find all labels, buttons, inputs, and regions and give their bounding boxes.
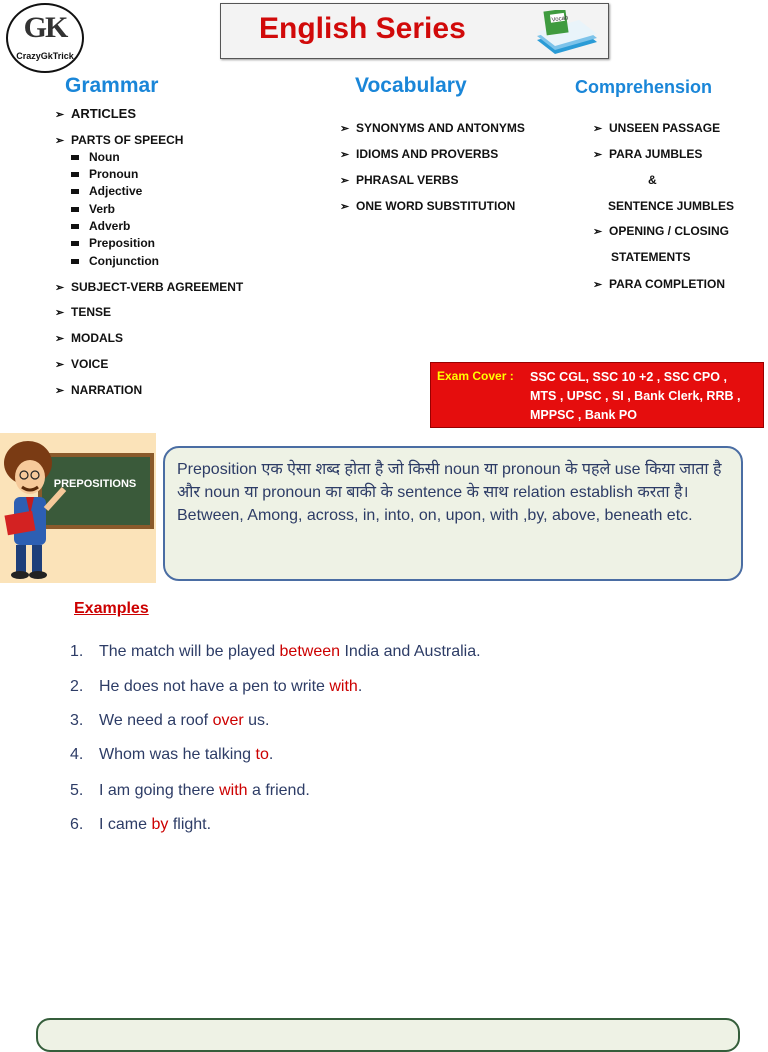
bottom-box-edge bbox=[36, 1018, 740, 1052]
list-item bbox=[593, 147, 702, 161]
square-bullet-icon bbox=[71, 224, 79, 229]
book-icon bbox=[533, 10, 601, 54]
list-item-continuation bbox=[648, 173, 657, 187]
teacher-pointing-board-icon bbox=[0, 433, 156, 583]
sentence-text: I came bbox=[99, 816, 152, 833]
comprehension-heading: Comprehension bbox=[575, 77, 713, 97]
topic-label: UNSEEN PASSAGE bbox=[609, 121, 721, 135]
sentence-text: He does not have a pen to write bbox=[99, 678, 330, 695]
square-bullet-icon bbox=[71, 207, 79, 212]
arrow-bullet-icon: ➢ bbox=[340, 201, 350, 213]
topic-label: PHRASAL VERBS bbox=[356, 173, 459, 187]
series-header bbox=[220, 3, 609, 59]
brand-logo bbox=[6, 3, 84, 73]
exam-cover-box bbox=[430, 362, 764, 428]
subtopic-label: Verb bbox=[89, 202, 116, 216]
example-sentence bbox=[70, 746, 273, 764]
list-item bbox=[55, 133, 183, 147]
topic-label: PARA COMPLETION bbox=[609, 277, 725, 291]
example-sentence bbox=[70, 782, 310, 800]
list-item bbox=[593, 224, 729, 238]
highlighted-preposition: with bbox=[219, 782, 248, 799]
subtopic-label: Adverb bbox=[89, 219, 131, 233]
list-item bbox=[55, 305, 111, 319]
board-text: PREPOSITIONS bbox=[53, 478, 137, 490]
arrow-bullet-icon: ➢ bbox=[340, 123, 350, 135]
arrow-bullet-icon: ➢ bbox=[340, 175, 350, 187]
logo-letters: GK bbox=[23, 11, 67, 44]
highlighted-preposition: between bbox=[279, 643, 341, 660]
subtopic-label: Preposition bbox=[89, 236, 156, 250]
topic-label: OPENING / CLOSING bbox=[609, 224, 730, 238]
topic-label: PARTS OF SPEECH bbox=[71, 133, 184, 147]
highlighted-preposition: to bbox=[255, 746, 269, 763]
example-number: 6. bbox=[70, 816, 84, 833]
page-title: English Series bbox=[259, 12, 466, 45]
square-bullet-icon bbox=[71, 155, 79, 160]
list-item-continuation bbox=[608, 199, 734, 213]
topic-label: STATEMENTS bbox=[611, 250, 691, 264]
topic-label: SYNONYMS AND ANTONYMS bbox=[356, 121, 525, 135]
sentence-text: . bbox=[357, 678, 363, 695]
list-item bbox=[340, 199, 515, 213]
topic-label: PARA JUMBLES bbox=[609, 147, 703, 161]
list-item bbox=[340, 147, 498, 161]
preposition-examples-text: Between, Among, across, in, into, on, upon, with ,by, above, beneath etc. bbox=[177, 507, 693, 524]
sub-list-item bbox=[71, 184, 142, 198]
example-sentence bbox=[70, 816, 211, 834]
book-label: Vocab bbox=[551, 15, 569, 24]
topic-label: ARTICLES bbox=[71, 106, 136, 121]
list-item-continuation bbox=[611, 250, 691, 264]
exam-cover-label: Exam Cover : bbox=[437, 369, 514, 383]
grammar-heading: Grammar bbox=[65, 74, 159, 97]
topic-label: ONE WORD SUBSTITUTION bbox=[356, 199, 516, 213]
highlighted-preposition: with bbox=[329, 678, 358, 695]
example-number: 5. bbox=[70, 782, 84, 799]
example-number: 1. bbox=[70, 643, 84, 660]
square-bullet-icon bbox=[71, 259, 79, 264]
topic-label: IDIOMS AND PROVERBS bbox=[356, 147, 499, 161]
arrow-bullet-icon: ➢ bbox=[593, 149, 603, 161]
list-item bbox=[55, 280, 243, 294]
examples-heading: Examples bbox=[74, 600, 149, 617]
subtopic-label: Noun bbox=[89, 150, 120, 164]
sub-list-item bbox=[71, 236, 155, 250]
arrow-bullet-icon: ➢ bbox=[593, 123, 603, 135]
arrow-bullet-icon: ➢ bbox=[593, 226, 603, 238]
arrow-bullet-icon: ➢ bbox=[55, 359, 65, 371]
sentence-text: flight. bbox=[168, 816, 212, 833]
example-number: 4. bbox=[70, 746, 84, 763]
example-sentence bbox=[70, 643, 481, 661]
list-item bbox=[55, 106, 136, 121]
arrow-bullet-icon: ➢ bbox=[55, 282, 65, 294]
arrow-bullet-icon: ➢ bbox=[55, 135, 65, 147]
exam-cover-list: SSC CGL, SSC 10 +2 , SSC CPO , MTS , UPSC , SI , Bank Clerk, RRB , MPPSC , Bank PO bbox=[530, 370, 741, 422]
sub-list-item bbox=[71, 150, 120, 164]
sub-list-item bbox=[71, 219, 130, 233]
arrow-bullet-icon: ➢ bbox=[55, 385, 65, 397]
list-item bbox=[593, 121, 720, 135]
arrow-bullet-icon: ➢ bbox=[593, 279, 603, 291]
sub-list-item bbox=[71, 254, 159, 268]
square-bullet-icon bbox=[71, 189, 79, 194]
list-item bbox=[55, 383, 142, 397]
sentence-text: India and Australia. bbox=[340, 643, 481, 660]
arrow-bullet-icon: ➢ bbox=[55, 109, 65, 121]
teacher-illustration bbox=[0, 433, 156, 583]
sentence-text: I am going there bbox=[99, 782, 220, 799]
sentence-text: Whom was he talking bbox=[99, 746, 256, 763]
list-item bbox=[55, 331, 123, 345]
example-sentence bbox=[70, 678, 362, 696]
example-number: 2. bbox=[70, 678, 84, 695]
sentence-text: The match will be played bbox=[99, 643, 280, 660]
vocabulary-heading: Vocabulary bbox=[355, 74, 467, 97]
list-item bbox=[55, 357, 108, 371]
list-item bbox=[593, 277, 725, 291]
subtopic-label: Pronoun bbox=[89, 167, 139, 181]
topic-label: VOICE bbox=[71, 357, 109, 371]
definition-text: Preposition एक ऐसा शब्द होता है जो किसी noun या pronoun के पहले use किया जाता है और noun या pronoun का बाकी के sentence के साथ relation establish करता है। bbox=[177, 461, 722, 501]
subtopic-label: Conjunction bbox=[89, 254, 159, 268]
subtopic-label: Adjective bbox=[89, 184, 143, 198]
highlighted-preposition: by bbox=[151, 816, 169, 833]
example-sentence bbox=[70, 712, 269, 730]
sentence-text: us. bbox=[243, 712, 270, 729]
example-number: 3. bbox=[70, 712, 84, 729]
topic-label: MODALS bbox=[71, 331, 123, 345]
sub-list-item bbox=[71, 167, 138, 181]
arrow-bullet-icon: ➢ bbox=[340, 149, 350, 161]
square-bullet-icon bbox=[71, 172, 79, 177]
square-bullet-icon bbox=[71, 241, 79, 246]
arrow-bullet-icon: ➢ bbox=[55, 333, 65, 345]
sentence-text: a friend. bbox=[247, 782, 310, 799]
list-item bbox=[340, 121, 525, 135]
sentence-text: We need a roof bbox=[99, 712, 213, 729]
sentence-text: . bbox=[268, 746, 274, 763]
topic-label: TENSE bbox=[71, 305, 112, 319]
highlighted-preposition: over bbox=[212, 712, 244, 729]
topic-label: & bbox=[648, 173, 657, 187]
topic-label: SENTENCE JUMBLES bbox=[608, 199, 735, 213]
sub-list-item bbox=[71, 202, 115, 216]
list-item bbox=[340, 173, 458, 187]
preposition-definition-box bbox=[163, 446, 743, 581]
topic-label: SUBJECT-VERB AGREEMENT bbox=[71, 280, 244, 294]
logo-brand-name: CrazyGkTrick bbox=[16, 51, 74, 61]
arrow-bullet-icon: ➢ bbox=[55, 307, 65, 319]
topic-label: NARRATION bbox=[71, 383, 143, 397]
